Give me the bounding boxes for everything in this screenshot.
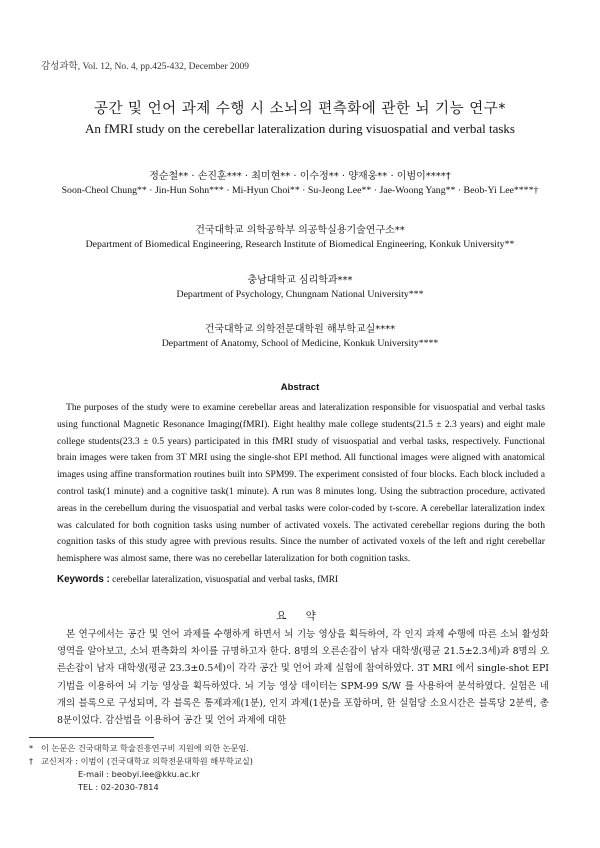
footnote-text: 이 논문은 건국대학교 학술진흥연구비 지원에 의한 논문임. xyxy=(41,743,250,753)
journal-citation: 감성과학, Vol. 12, No. 4, pp.425-432, December 2009 xyxy=(41,62,250,72)
authors-korean: 정순철** · 손진훈*** · 최미현** · 이수정** · 양재웅** · 이범이****† xyxy=(149,171,451,182)
affiliation-2-english: Department of Psychology, Chungnam National University*** xyxy=(176,289,424,300)
korean-summary-body xyxy=(57,626,549,729)
footnote-funding xyxy=(29,743,249,754)
affiliation-2-korean: 충남대학교 심리학과*** xyxy=(247,275,353,286)
abstract-body xyxy=(57,400,545,568)
abstract-paragraph: The purposes of the study were to examine cerebellar areas and lateralization responsible for visuospatial and verbal tasks using functional Magnetic Resonance Imaging(fMRI). Eight healthy male college students(21.5 ± 2.3 years) and eight male college students(23.3 ± 0.5 years) participated in this fMRI study of visuospatial and verbal tasks, respectively. Functional brain images were taken from 3T MRI using the single-shot EPI method. All functional images were aligned with anatomical images using affine transformation routines built into SPM99. The experiment consisted of four blocks. Each block included a control task(1 minute) and a cognitive task(1 minute). A run was 8 minutes long. Using the subtraction procedure, activated areas in the cerebellum during the visuospatial and verbal tasks were color-coded by t-score. A cerebellar lateralization index was calculated for both cognition tasks using number of activated voxels. The activated cerebellar regions during the both cognition tasks of this study agree with previous results. Since the number of activated voxels of the left and right cerebellar hemisphere was almost same, there was no cerebellar lateralization for both cognition tasks. xyxy=(57,402,545,565)
footnote-text: 교신저자 : 이범이 (건국대학교 의학전문대학원 해부학교실) xyxy=(41,756,253,766)
abstract-heading: Abstract xyxy=(280,382,320,393)
footnote-corresponding xyxy=(29,756,253,767)
korean-summary-paragraph: 본 연구에서는 공간 및 언어 과제를 수행하게 하면서 뇌 기능 영상을 획득하여, 각 인지 과제 수행에 따른 소뇌 활성화 영역을 알아보고, 소뇌 편측화의 차이를 규명하고자 한다. 8명의 오른손잡이 남자 대학생(평균 21.5±2.3세)과 8명의 오른손잡이 남자 대학생(평균 23.3±0.5세)이 각각 공간 및 언어 과제 실험에 참여하였다. 3T MRI 에서 single-shot EPI 기법을 이용하여 뇌 기능 영상을 획득하였다. 뇌 기능 영상 데이터는 SPM-99 S/W 를 사용하여 분석하였다. 실험은 네 개의 블록으로 구성되며, 각 블록은 통제과제(1분), 인지 과제(1분)을 포함하며, 한 실험당 소요시간은 블록당 2분씩, 총 8분이었다. 감산법을 이용하여 공간 및 언어 과제에 대한 xyxy=(57,629,549,727)
title-english: An fMRI study on the cerebellar lateralization during visuospatial and verbal tasks xyxy=(85,121,515,136)
footnote-mark: * xyxy=(29,743,34,753)
title-korean: 공간 및 언어 과제 수행 시 소뇌의 편측화에 관한 뇌 기능 연구* xyxy=(93,101,507,117)
keywords-text: cerebellar lateralization, visuospatial and verbal tasks, fMRI xyxy=(112,575,339,585)
keywords xyxy=(57,574,545,585)
affiliation-3-korean: 건국대학교 의학전문대학원 해부학교실**** xyxy=(204,324,396,335)
footnote-mark: † xyxy=(29,756,34,766)
korean-summary-heading: 요 약 xyxy=(276,610,324,622)
affiliation-1-english: Department of Biomedical Engineering, Research Institute of Biomedical Engineering, Konkuk University** xyxy=(85,239,515,250)
footnote-phone: TEL : 02-2030-7814 xyxy=(78,782,159,792)
affiliation-3-english: Department of Anatomy, School of Medicine, Konkuk University**** xyxy=(161,338,439,349)
authors-english: Soon-Cheol Chung** · Jin-Hun Sohn*** · Mi-Hyun Choi** · Su-Jeong Lee** · Jae-Woong Yang** · Beob-Yi Lee****† xyxy=(61,185,539,196)
footnote-email: E-mail : beobyi.lee@kku.ac.kr xyxy=(78,769,200,779)
footnote-divider xyxy=(29,737,154,738)
affiliation-1-korean: 건국대학교 의학공학부 의공학실용기술연구소** xyxy=(195,225,405,236)
keywords-label: Keywords : xyxy=(57,574,110,585)
